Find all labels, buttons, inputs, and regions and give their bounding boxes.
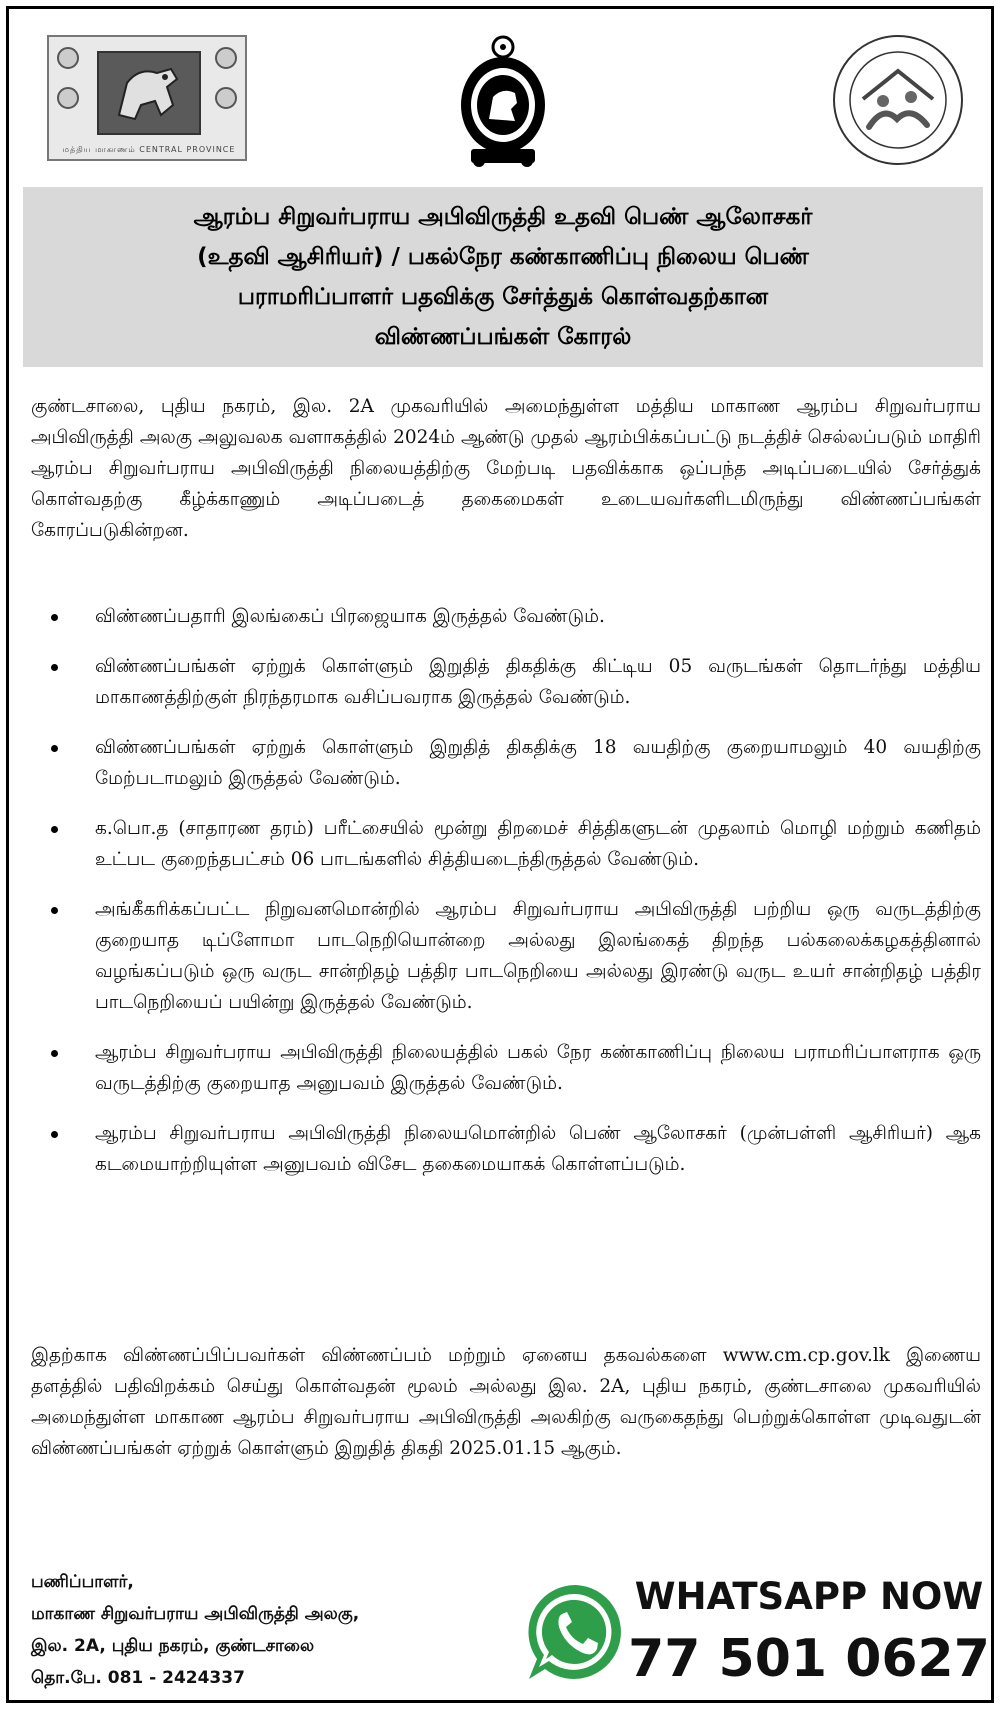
signature-line: இல. 2A, புதிய நகரம், குண்டசாலை (31, 1636, 315, 1656)
title-line: (உதவி ஆசிரியர்) / பகல்நேர கண்காணிப்பு நிலைய பெண் (197, 244, 809, 270)
logo-caption: மத்திய மாகாணம் CENTRAL PROVINCE (62, 145, 236, 154)
list-item: விண்ணப்பதாரி இலங்கைப் பிரஜையாக இருத்தல் வேண்டும். (31, 601, 981, 632)
title-line: பராமரிப்பாளர் பதவிக்கு சேர்த்துக் கொள்வதற்கான (237, 284, 769, 310)
bullet-icon (51, 1050, 58, 1057)
signature-line: பணிப்பாளர், (31, 1572, 134, 1592)
list-item: அங்கீகரிக்கப்பட்ட நிறுவனமொன்றில் ஆரம்ப சிறுவர்பராய அபிவிருத்தி பற்றிய ஒரு வருடத்திற்கு குறையாத டிப்ளோமா பாடநெறியொன்றை அல்லது இலங்கைத் திறந்த பல்கலைக்கழகத்தினால் வழங்கப்படும் ஒரு வருட சான்றிதழ் பத்திர பாடநெறியை அல்லது இரண்டு வருட உயர் சான்றிதழ் பத்திர பாடநெறியைப் பயின்று இருத்தல் வேண்டும். (31, 894, 981, 1018)
sri-lanka-emblem-icon (457, 33, 549, 171)
list-item: விண்ணப்பங்கள் ஏற்றுக் கொள்ளும் இறுதித் திகதிக்கு 18 வயதிற்கு குறையாமலும் 40 வயதிற்கு மேற்படாமலும் இருத்தல் வேண்டும். (31, 732, 981, 794)
whatsapp-label[interactable]: WHATSAPP NOW (634, 1575, 984, 1618)
bullet-icon (51, 1131, 58, 1138)
list-item: விண்ணப்பங்கள் ஏற்றுக் கொள்ளும் இறுதித் திகதிக்கு கிட்டிய 05 வருடங்கள் தொடர்ந்து மத்திய மாகாணத்திற்குள் நிரந்தரமாக வசிப்பவராக இருத்தல் வேண்டும். (31, 651, 981, 713)
list-item: ஆரம்ப சிறுவர்பராய அபிவிருத்தி நிலையத்தில் பகல் நேர கண்காணிப்பு நிலைய பராமரிப்பாளராக ஒரு வருடத்திற்கு குறையாத அனுபவம் இருத்தல் வேண்டும். (31, 1037, 981, 1099)
bullet-icon (51, 664, 58, 671)
whatsapp-icon[interactable] (521, 1577, 631, 1687)
header-logos (9, 9, 991, 189)
bullet-icon (51, 745, 58, 752)
title-line: விண்ணப்பங்கள் கோரல் (374, 324, 632, 350)
signature-line: தொ.பே. 081 - 2424337 (31, 1668, 245, 1688)
list-item: ஆரம்ப சிறுவர்பராய அபிவிருத்தி நிலையமொன்றில் பெண் ஆலோசகர் (முன்பள்ளி ஆசிரியர்) ஆக கடமையாற்றியுள்ள அனுபவம் விசேட தகைமையாகக் கொள்ளப்படும். (31, 1118, 981, 1180)
bullet-icon (51, 826, 58, 833)
intro-paragraph: குண்டசாலை, புதிய நகரம், இல. 2A முகவரியில் அமைந்துள்ள மத்திய மாகாண ஆரம்ப சிறுவர்பராய அபிவிருத்தி அலகு அலுவலக வளாகத்தில் 2024ம் ஆண்டு முதல் ஆரம்பிக்கப்பட்டு நடத்திச் செல்லப்படும் மாதிரி ஆரம்ப சிறுவர்பராய அபிவிருத்தி நிலையத்திற்கு மேற்படி பதவிக்காக ஒப்பந்த அடிப்படையில் சேர்த்துக் கொள்வதற்கு கீழ்க்காணும் அடிப்படைத் தகைமைகள் உடையவர்களிடமிருந்து விண்ணப்பங்கள் கோரப்படுகின்றன. (31, 396, 981, 541)
early-childhood-unit-logo-icon (829, 31, 967, 169)
signature-block (31, 1566, 511, 1694)
whatsapp-number[interactable]: 77 501 0627 (628, 1629, 990, 1689)
signature-line: மாகாண சிறுவர்பராய அபிவிருத்தி அலகு, (31, 1604, 360, 1624)
notice-frame (6, 6, 994, 1703)
bullet-icon (51, 614, 58, 621)
bullet-icon (51, 907, 58, 914)
requirements-list (31, 601, 981, 1199)
closing-paragraph: இதற்காக விண்ணப்பிப்பவர்கள் விண்ணப்பம் மற்றும் ஏனைய தகவல்களை www.cm.cp.gov.lk இணைய தளத்தில் பதிவிறக்கம் செய்து கொள்வதன் மூலம் அல்லது இல. 2A, புதிய நகரம், குண்டசாலை முகவரியில் அமைந்துள்ள மாகாண ஆரம்ப சிறுவர்பராய அபிவிருத்தி அலகிற்கு வருகைதந்து பெற்றுக்கொள்ள முடிவதுடன் விண்ணப்பங்கள் ஏற்றுக் கொள்ளும் இறுதித் திகதி 2025.01.15 ஆகும். (31, 1345, 981, 1459)
title-line: ஆரம்ப சிறுவர்பராய அபிவிருத்தி உதவி பெண் ஆலோசகர் (193, 204, 813, 230)
list-item: க.பொ.த (சாதாரண தரம்) பரீட்சையில் மூன்று திறமைச் சித்திகளுடன் முதலாம் மொழி மற்றும் கணிதம் உட்பட குறைந்தபட்சம் 06 பாடங்களில் சித்தியடைந்திருத்தல் வேண்டும். (31, 813, 981, 875)
provincial-flag-lion-icon (47, 35, 247, 161)
notice-title (23, 187, 983, 367)
